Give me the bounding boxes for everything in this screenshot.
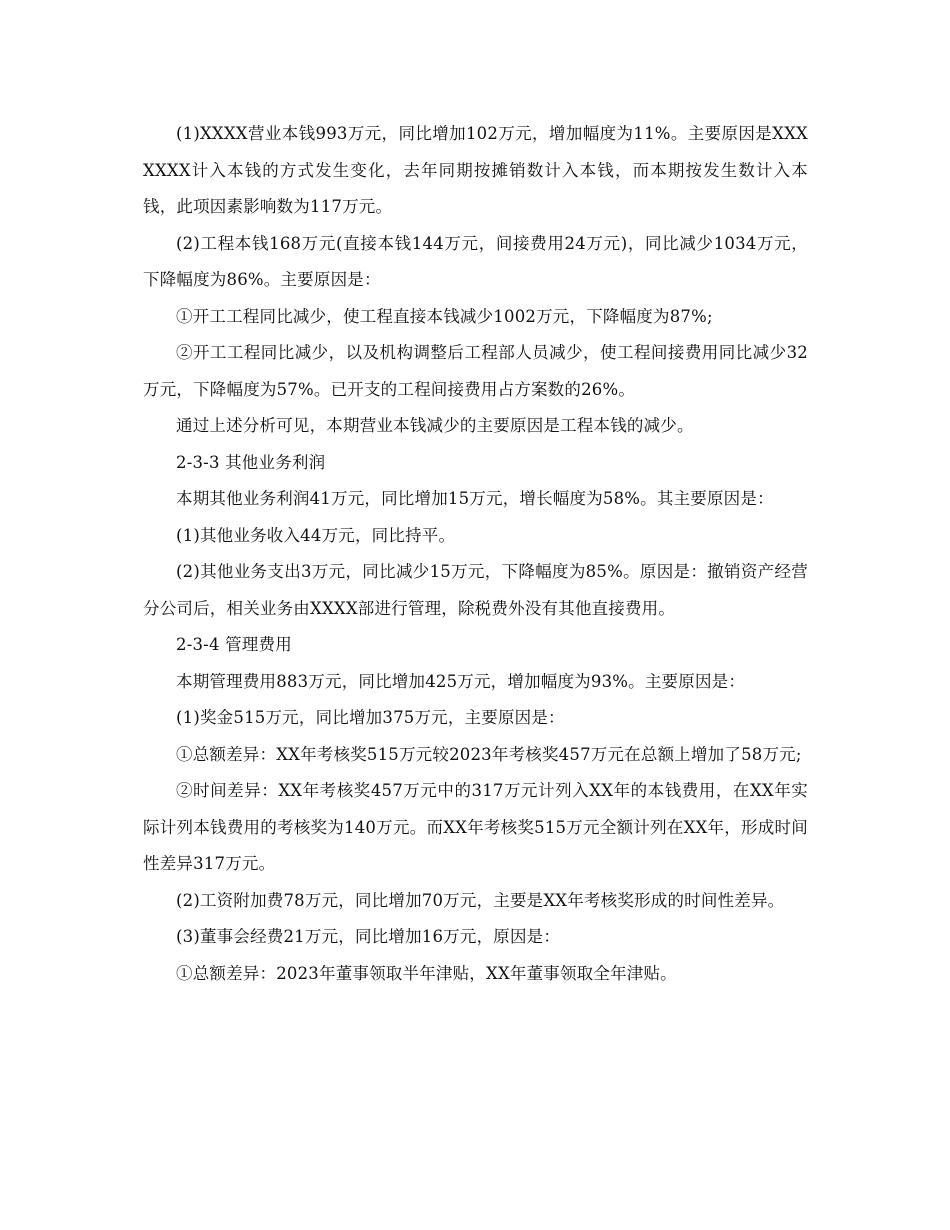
section-heading-2-3-4: 2-3-4 管理费用 — [176, 635, 292, 654]
paragraph-1: (1)XXXX营业本钱993万元，同比增加102万元，增加幅度为11%。主要原因是XXXXXXX计入本钱的方式发生变化，去年同期按摊销数计入本钱，而本期按发生数计入本钱，此项因素影响数为117万元。 — [143, 124, 808, 216]
paragraph-11: 本期管理费用883万元，同比增加425万元，增加幅度为93%。主要原因是： — [176, 671, 746, 691]
section-heading-2-3-3: 2-3-3 其他业务利润 — [176, 452, 326, 472]
paragraph-2: (2)工程本钱168万元(直接本钱144万元，间接费用24万元)，同比减少1034万元，下降幅度为86%。主要原因是： — [143, 233, 808, 289]
document-body — [143, 116, 808, 992]
paragraph-9: (2)其他业务支出3万元，同比减少15万元，下降幅度为85%。原因是：撤销资产经营分公司后，相关业务由XXXX部进行管理，除税费外没有其他直接费用。 — [143, 562, 808, 618]
paragraph-8: (1)其他业务收入44万元，同比持平。 — [176, 525, 456, 545]
paragraph-3: ①开工工程同比减少，使工程直接本钱减少1002万元，下降幅度为87%; — [176, 306, 713, 326]
paragraph-15: (2)工资附加费78万元，同比增加70万元，主要是XX年考核奖形成的时间性差异。 — [176, 890, 785, 910]
paragraph-7: 本期其他业务利润41万元，同比增加15万元，增长幅度为58%。其主要原因是： — [176, 489, 774, 508]
paragraph-4: ②开工工程同比减少，以及机构调整后工程部人员减少，使工程间接费用同比减少32万元，下降幅度为57%。已开支的工程间接费用占方案数的26%。 — [143, 343, 808, 399]
paragraph-5: 通过上述分析可见，本期营业本钱减少的主要原因是工程本钱的减少。 — [176, 416, 694, 435]
paragraph-14: ②时间差异：XX年考核奖457万元中的317万元计列入XX年的本钱费用，在XX年实际计列本钱费用的考核奖为140万元。而XX年考核奖515万元全额计列在XX年，形成时间性差异317万元。 — [143, 781, 808, 873]
paragraph-13: ①总额差异：XX年考核奖515万元较2023年考核奖457万元在总额上增加了58万元; — [176, 744, 802, 764]
paragraph-16: (3)董事会经费21万元，同比增加16万元，原因是： — [176, 927, 561, 946]
paragraph-12: (1)奖金515万元，同比增加375万元，主要原因是： — [176, 708, 565, 727]
paragraph-17: ①总额差异：2023年董事领取半年津贴，XX年董事领取全年津贴。 — [176, 963, 677, 983]
